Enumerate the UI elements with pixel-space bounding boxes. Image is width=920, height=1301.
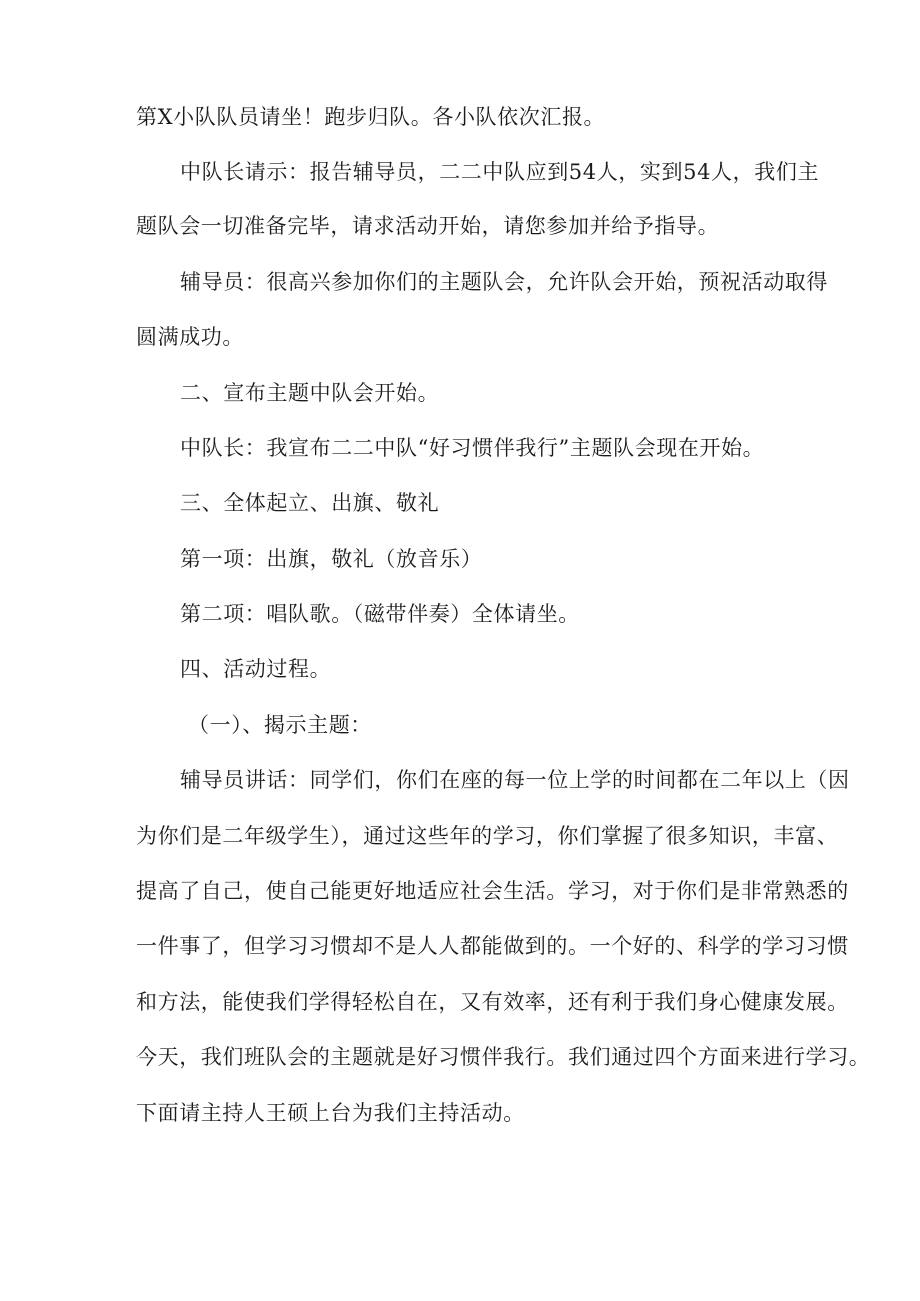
text-line-7: 中队长：我宣布二二中队“好习惯伴我行”主题队会现在开始。	[180, 436, 765, 460]
text-line-4: 辅导员：很高兴参加你们的主题队会，允许队会开始，预祝活动取得	[180, 270, 828, 294]
text-line-5: 圆满成功。	[136, 325, 244, 349]
text-line-17: 和方法，能使我们学得轻松自在，又有效率，还有利于我们身心健康发展。	[136, 990, 849, 1014]
text-line-18: 今天，我们班队会的主题就是好习惯伴我行。我们通过四个方面来进行学习。	[136, 1045, 871, 1069]
text-line-15: 提高了自己，使自己能更好地适应社会生活。学习，对于你们是非常熟悉的	[136, 879, 849, 903]
section-heading-2: 二、宣布主题中队会开始。	[180, 381, 440, 405]
text-line-19: 下面请主持人王硕上台为我们主持活动。	[136, 1101, 525, 1125]
text-line-16: 一件事了，但学习习惯却不是人人都能做到的。一个好的、科学的学习习惯	[136, 934, 849, 958]
text-line-3: 题队会一切准备完毕，请求活动开始，请您参加并给予指导。	[136, 214, 720, 238]
text-line-14: 为你们是二年级学生），通过这些年的学习，你们掌握了很多知识，丰富、	[136, 824, 839, 848]
text-line-10: 第二项：唱队歌。（磁带伴奏）全体请坐。	[180, 602, 580, 626]
subsection-heading-1: （一）、揭示主题：	[188, 713, 372, 737]
text-line-9: 第一项：出旗，敬礼（放音乐）	[180, 547, 483, 571]
section-heading-4: 四、活动过程。	[180, 657, 332, 681]
text-line-13: 辅导员讲话：同学们，你们在座的每一位上学的时间都在二年以上（因	[180, 768, 850, 792]
text-line-1: 第X小队队员请坐！跑步归队。各小队依次汇报。	[136, 105, 606, 129]
section-heading-3: 三、全体起立、出旗、敬礼	[180, 491, 440, 515]
text-line-2: 中队长请示：报告辅导员，二二中队应到54人，实到54人，我们主	[180, 160, 820, 184]
